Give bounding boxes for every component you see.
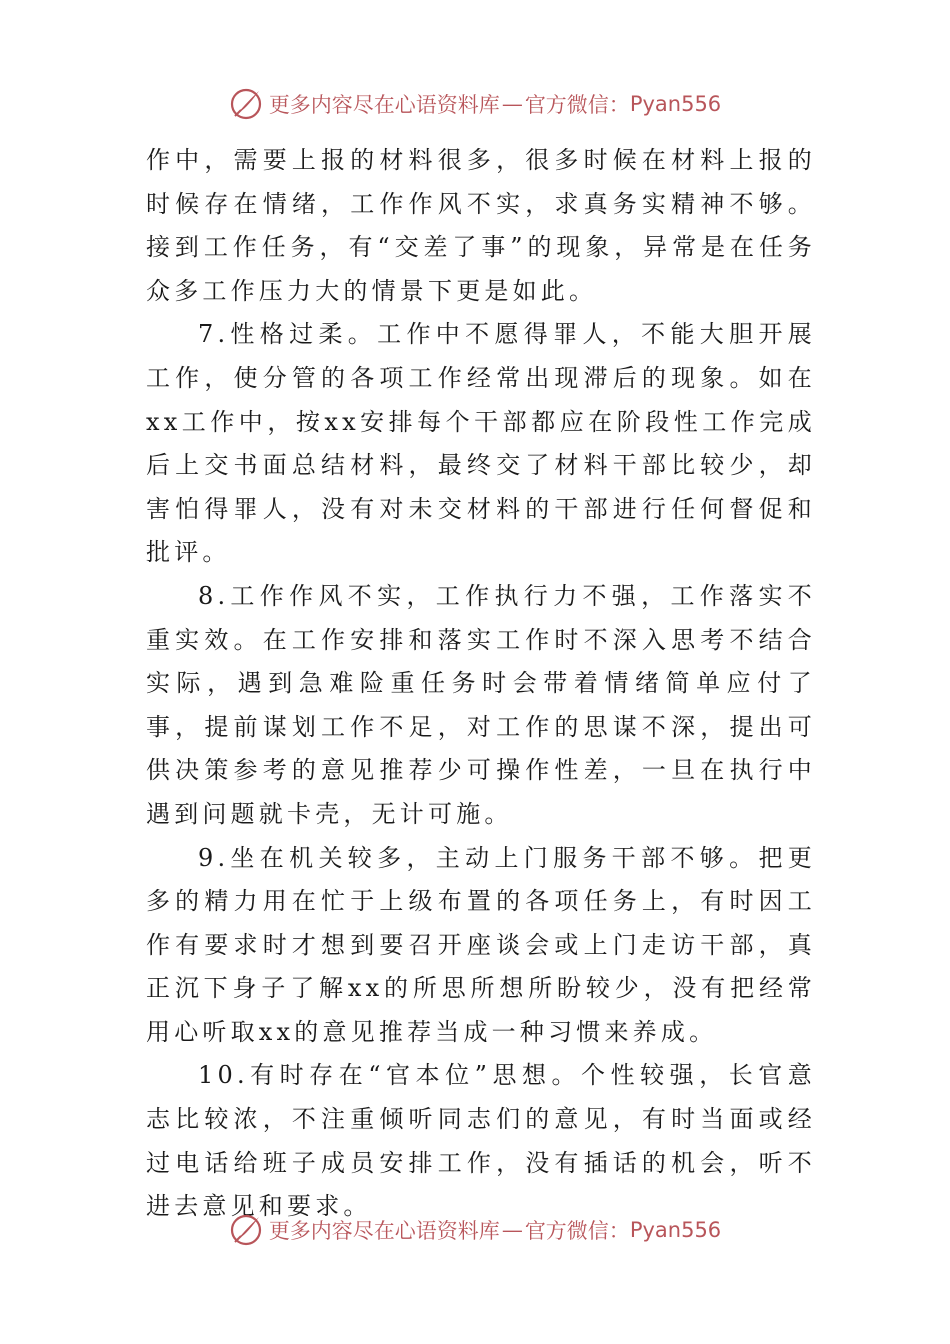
paragraph-item-9: 9.坐在机关较多，主动上门服务干部不够。把更多的精力用在忙于上级布置的各项任务上，有时因工作有要求时才想到要召开座谈会或上门走访干部，真正沉下身子了解xx的所思所想所盼较少，没有把经常用心听取xx的意见推荐当成一种习惯来养成。 <box>146 843 816 1046</box>
banner-wechat-id: Pyan556 <box>629 1218 722 1242</box>
banner-main-text: 更多内容尽在心语资料库 <box>268 1219 500 1243</box>
banner-separator: — <box>501 92 523 116</box>
paragraph-item-8: 8.工作作风不实，工作执行力不强，工作落实不重实效。在工作安排和落实工作时不深入思考不结合实际，遇到急难险重任务时会带着情绪简单应付了事，提前谋划工作不足，对工作的思谋不深，提出可供决策参考的意见推荐少可操作性差，一旦在执行中遇到问题就卡壳，无计可施。 <box>146 581 816 828</box>
header-banner <box>0 84 950 124</box>
paragraph-continued: 作中，需要上报的材料很多，很多时候在材料上报的时候存在情绪，工作作风不实，求真务实精神不够。接到工作任务，有“交差了事”的现象，异常是在任务众多工作压力大的情景下更是如此。 <box>146 146 816 305</box>
quill-pen-circle-icon <box>229 87 263 121</box>
banner-main-text: 更多内容尽在心语资料库 <box>268 93 500 117</box>
paragraph-item-10: 10.有时存在“官本位”思想。个性较强，长官意志比较浓，不注重倾听同志们的意见，有时当面或经过电话给班子成员安排工作，没有插话的机会，听不进去意见和要求。 <box>146 1061 816 1221</box>
banner-separator: — <box>501 1218 523 1242</box>
banner-wechat-label: 官方微信： <box>524 1219 630 1243</box>
paragraph-item-7: 7.性格过柔。工作中不愿得罪人，不能大胆开展工作，使分管的各项工作经常出现滞后的现象。如在xx工作中，按xx安排每个干部都应在阶段性工作完成后上交书面总结材料，最终交了材料干部比较少，却害怕得罪人，没有对未交材料的干部进行任何督促和批评。 <box>146 320 816 567</box>
quill-pen-circle-icon <box>229 1213 263 1247</box>
document-body <box>146 139 816 1229</box>
footer-banner <box>0 1210 950 1250</box>
banner-wechat-id: Pyan556 <box>629 92 722 116</box>
banner-wechat-label: 官方微信： <box>524 93 630 117</box>
